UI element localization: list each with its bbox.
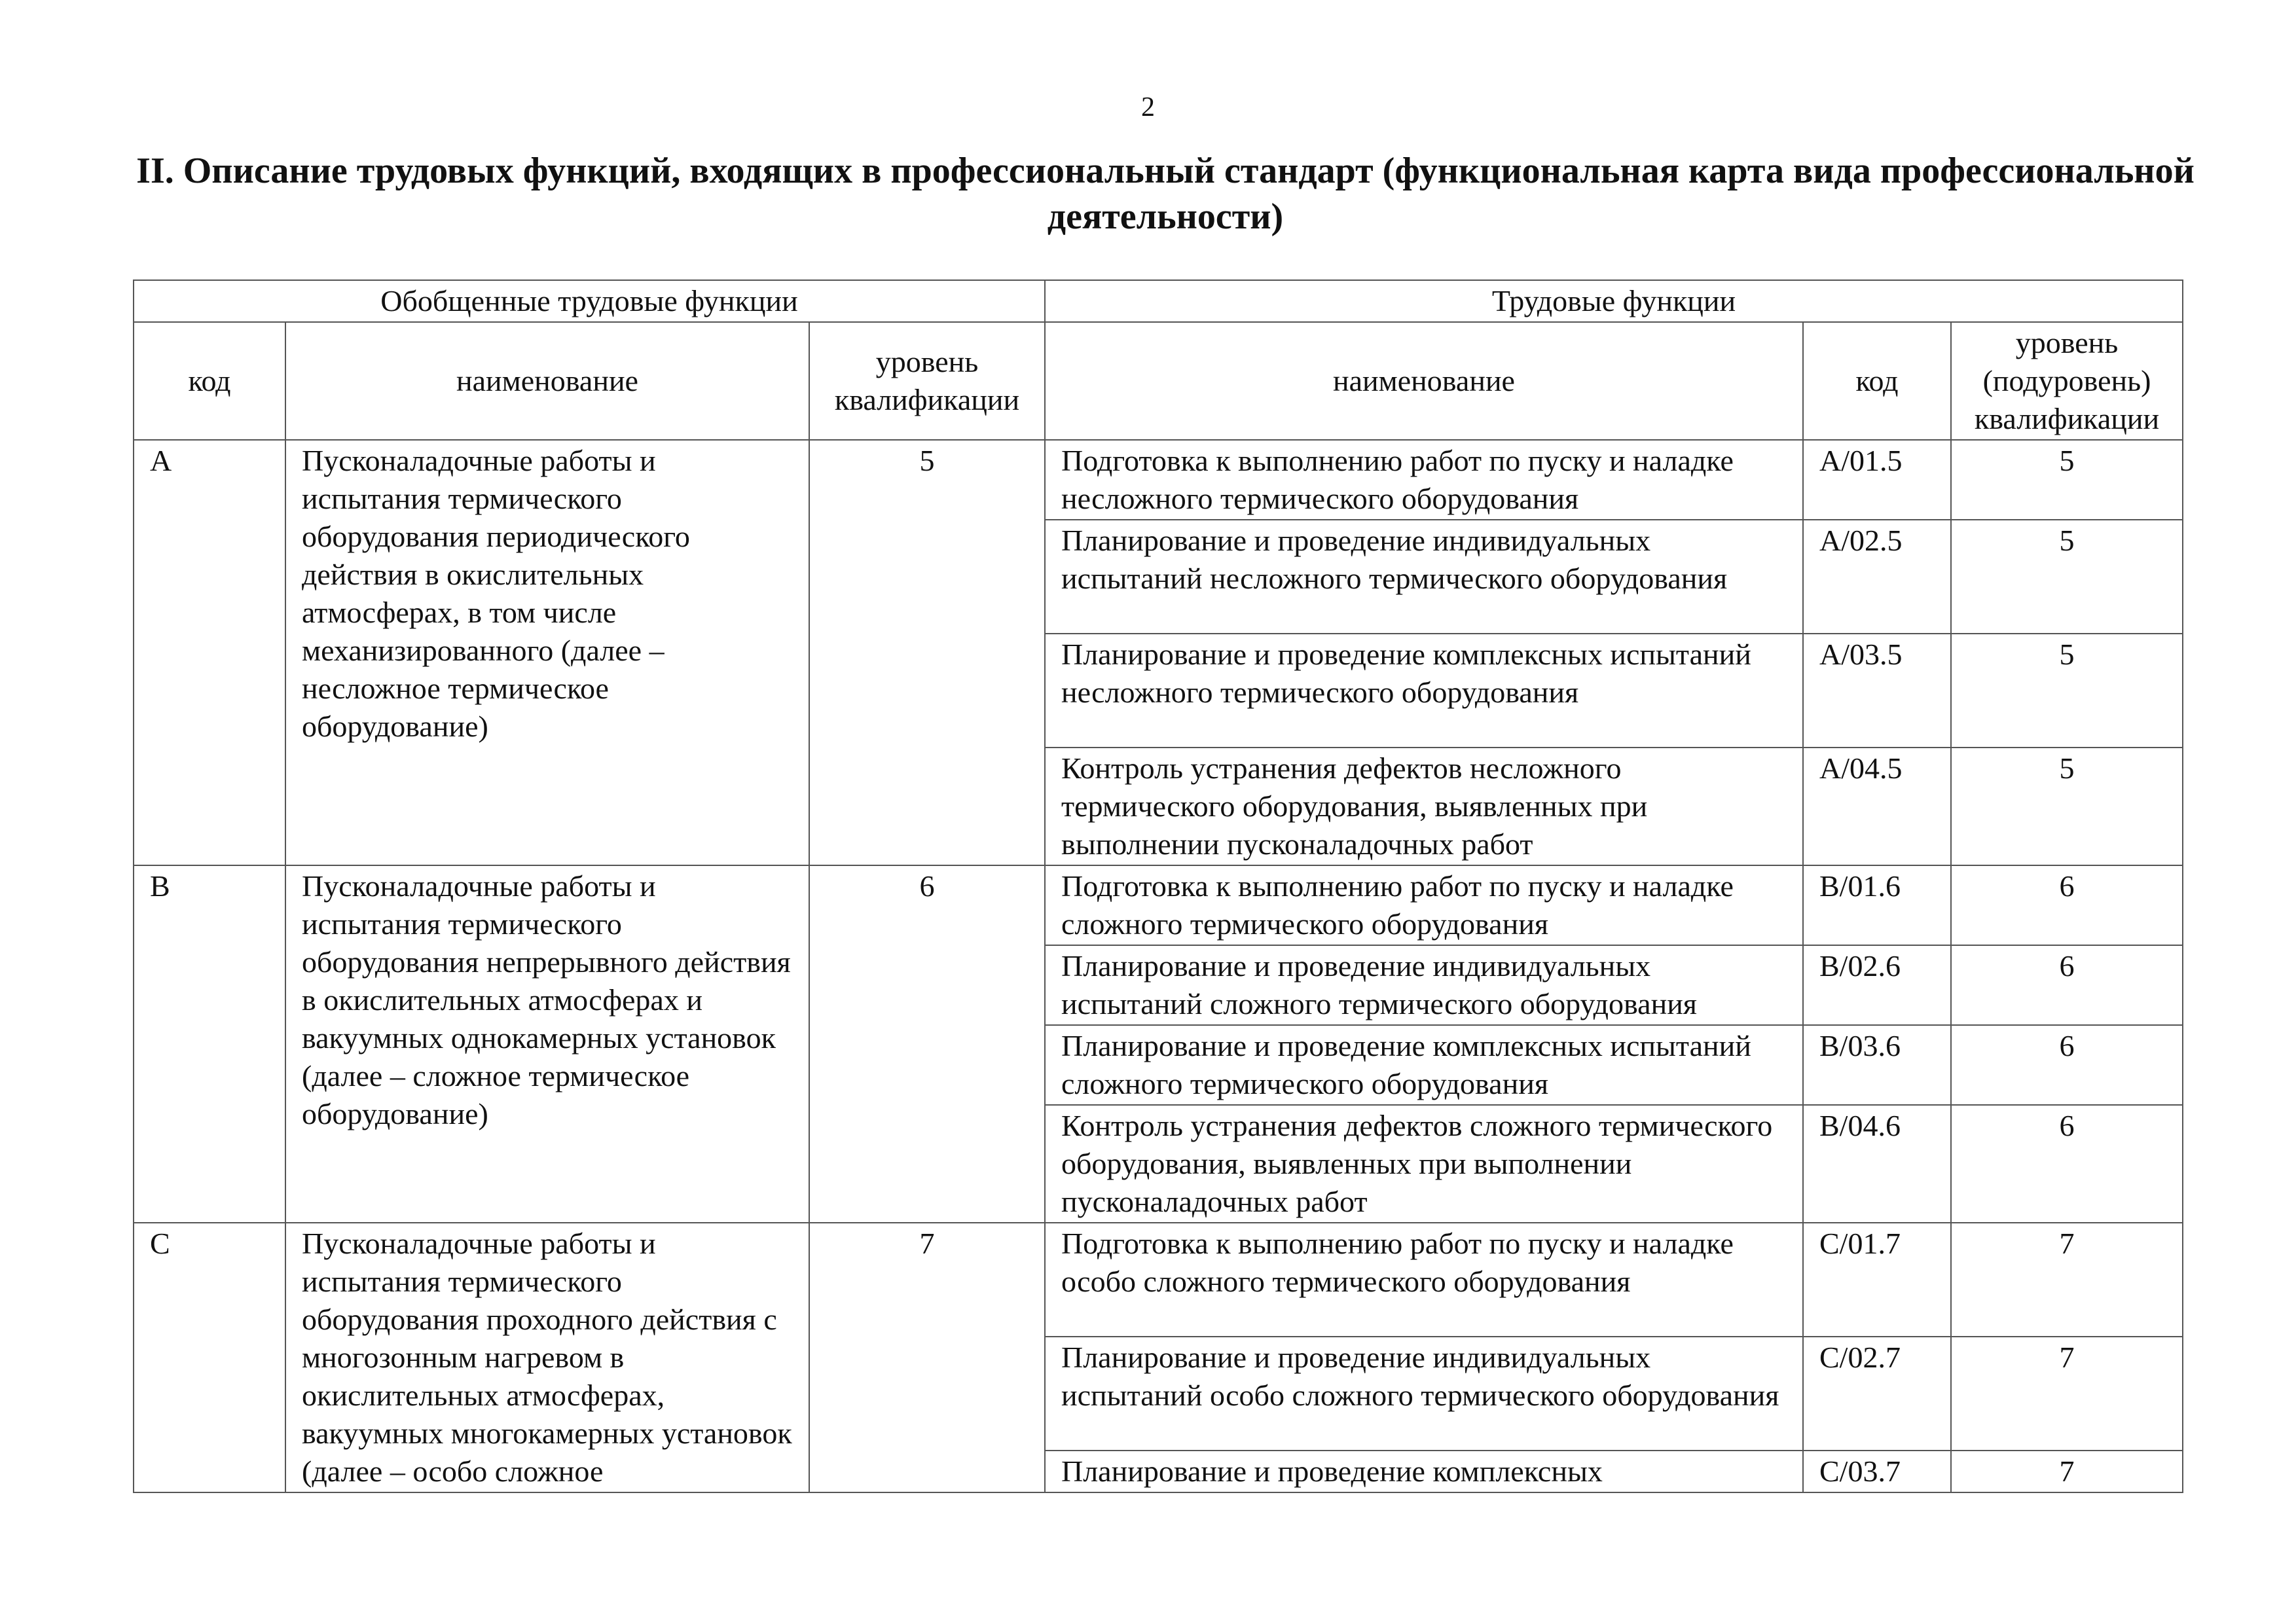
function-level: 5 [1951,440,2183,520]
function-level: 6 [1951,945,2183,1025]
group-level: 7 [809,1223,1045,1492]
group-name: Пусконаладочные работы и испытания термического оборудования проходного действия с многозонным нагревом в окислительных атмосферах, вакуумных многокамерных установок (далее – особо сложное [285,1223,809,1492]
group-code: A [134,440,285,865]
function-name: Подготовка к выполнению работ по пуску и наладке сложного термического оборудования [1045,865,1803,945]
function-name: Планирование и проведение комплексных испытаний несложного термического оборудования [1045,634,1803,748]
table-row [134,1223,2183,1337]
function-name: Планирование и проведение индивидуальных испытаний сложного термического оборудования [1045,945,1803,1025]
col-generalized-name: наименование [285,322,809,440]
col-generalized-code: код [134,322,285,440]
function-level: 6 [1951,1025,2183,1105]
col-function-name: наименование [1045,322,1803,440]
function-code: C/03.7 [1803,1451,1951,1492]
function-name: Планирование и проведение индивидуальных испытаний особо сложного термического оборудования [1045,1337,1803,1451]
group-name: Пусконаладочные работы и испытания термического оборудования периодического действия в окислительных атмосферах, в том числе механизированного (далее – несложное термическое оборудование) [285,440,809,865]
function-code: B/03.6 [1803,1025,1951,1105]
function-name: Планирование и проведение комплексных испытаний сложного термического оборудования [1045,1025,1803,1105]
col-function-level: уровень (подуровень) квалификации [1951,322,2183,440]
function-name: Планирование и проведение индивидуальных испытаний несложного термического оборудования [1045,520,1803,634]
function-level: 7 [1951,1223,2183,1337]
function-code: C/02.7 [1803,1337,1951,1451]
function-name: Контроль устранения дефектов сложного термического оборудования, выявленных при выполнении пусконаладочных работ [1045,1105,1803,1223]
function-code: A/04.5 [1803,748,1951,865]
function-level: 6 [1951,1105,2183,1223]
function-code: A/01.5 [1803,440,1951,520]
function-name: Подготовка к выполнению работ по пуску и наладке особо сложного термического оборудования [1045,1223,1803,1337]
group-code: C [134,1223,285,1492]
labor-functions-header: Трудовые функции [1045,280,2183,322]
function-name: Контроль устранения дефектов несложного термического оборудования, выявленных при выполнении пусконаладочных работ [1045,748,1803,865]
function-level: 6 [1951,865,2183,945]
function-code: A/03.5 [1803,634,1951,748]
col-generalized-level: уровень квалификации [809,322,1045,440]
function-level: 7 [1951,1451,2183,1492]
function-code: B/04.6 [1803,1105,1951,1223]
function-name: Планирование и проведение комплексных [1045,1451,1803,1492]
function-level: 5 [1951,520,2183,634]
functional-map-table [133,280,2183,1493]
function-level: 5 [1951,634,2183,748]
function-code: C/01.7 [1803,1223,1951,1337]
table-row [134,440,2183,520]
page-number: 2 [1141,92,1155,122]
table-row [134,865,2183,945]
function-name: Подготовка к выполнению работ по пуску и наладке несложного термического оборудования [1045,440,1803,520]
function-code: B/01.6 [1803,865,1951,945]
group-level: 6 [809,865,1045,1223]
group-level: 5 [809,440,1045,865]
generalized-functions-header: Обобщенные трудовые функции [134,280,1045,322]
group-name: Пусконаладочные работы и испытания термического оборудования непрерывного действия в окислительных атмосферах и вакуумных однокамерных установок (далее – сложное термическое оборудование) [285,865,809,1223]
col-function-code: код [1803,322,1951,440]
function-code: B/02.6 [1803,945,1951,1025]
section-title: II. Описание трудовых функций, входящих в профессиональный стандарт (функциональная карта вида профессиональной деятельности) [136,151,2195,237]
column-header-row [134,322,2183,440]
group-code: B [134,865,285,1223]
group-header-row [134,280,2183,322]
function-code: A/02.5 [1803,520,1951,634]
function-level: 7 [1951,1337,2183,1451]
function-level: 5 [1951,748,2183,865]
